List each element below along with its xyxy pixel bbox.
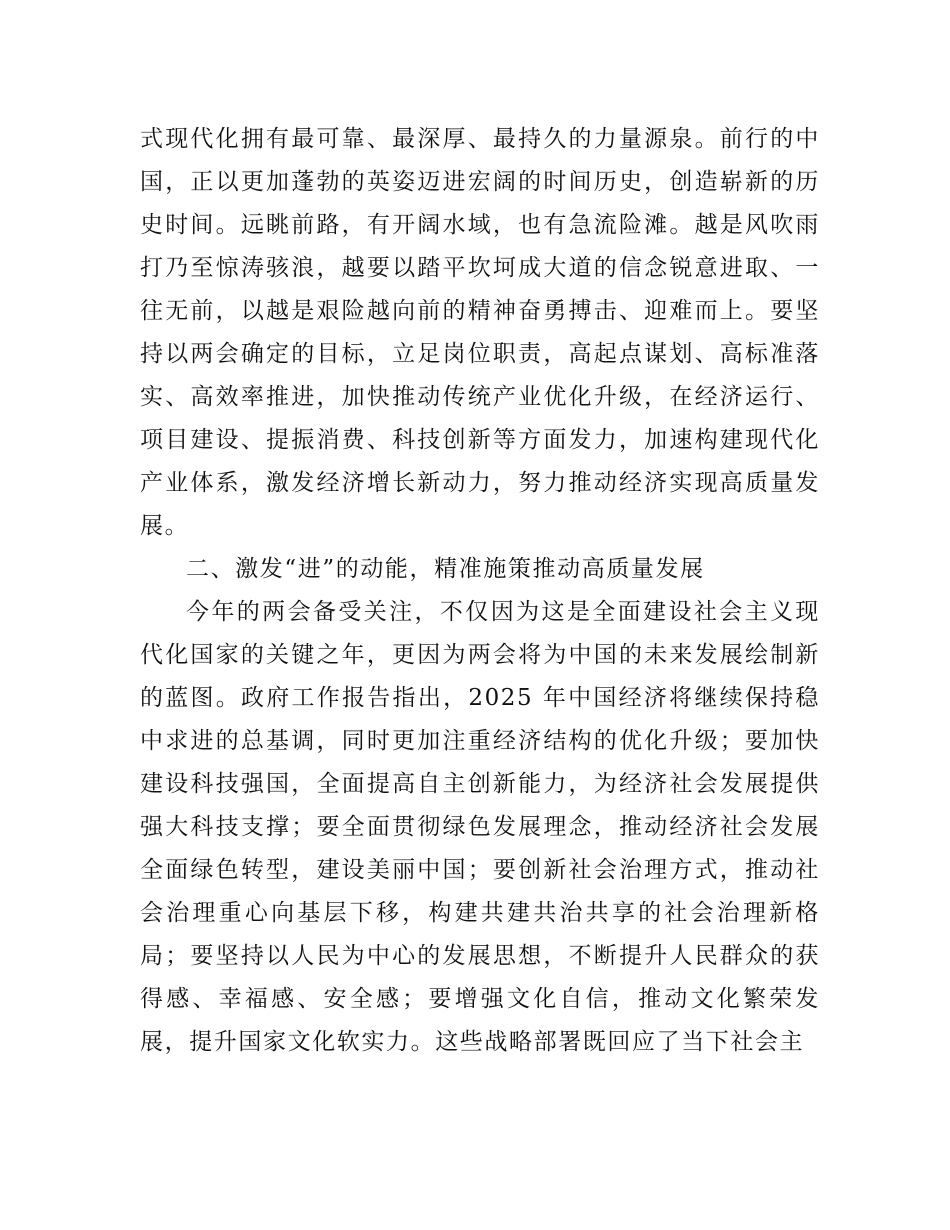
body-paragraph-continuation: 式现代化拥有最可靠、最深厚、最持久的力量源泉。前行的中国，正以更加蓬勃的英姿迈进宏阔的时间历史，创造崭新的历史时间。远眺前路，有开阔水域，也有急流险滩。越是风吹雨打乃至惊涛骇浪，越要以踏平坎坷成大道的信念锐意进取、一往无前，以越是艰险越向前的精神奋勇搏击、迎难而上。要坚持以两会确定的目标，立足岗位职责，高起点谋划、高标准落实、高效率推进，加快推动传统产业优化升级，在经济运行、项目建设、提振消费、科技创新等方面发力，加速构建现代化产业体系，激发经济增长新动力，努力推动经济实现高质量发展。	[140, 126, 820, 539]
section-heading: 二、激发“进”的动能，精准施策推动高质量发展	[186, 556, 705, 582]
document-body	[140, 118, 820, 1064]
body-paragraph: 今年的两会备受关注，不仅因为这是全面建设社会主义现代化国家的关键之年，更因为两会将为中国的未来发展绘制新的蓝图。政府工作报告指出，2025 年中国经济将继续保持稳中求进的总基调，同时更加注重经济结构的优化升级；要加快建设科技强国，全面提高自主创新能力，为经济社会发展提供强大科技支撑；要全面贯彻绿色发展理念，推动经济社会发展全面绿色转型，建设美丽中国；要创新社会治理方式，推动社会治理重心向基层下移，构建共建共治共享的社会治理新格局；要坚持以人民为中心的发展思想，不断提升人民群众的获得感、幸福感、安全感；要增强文化自信，推动文化繁荣发展，提升国家文化软实力。这些战略部署既回应了当下社会主	[140, 599, 820, 1055]
